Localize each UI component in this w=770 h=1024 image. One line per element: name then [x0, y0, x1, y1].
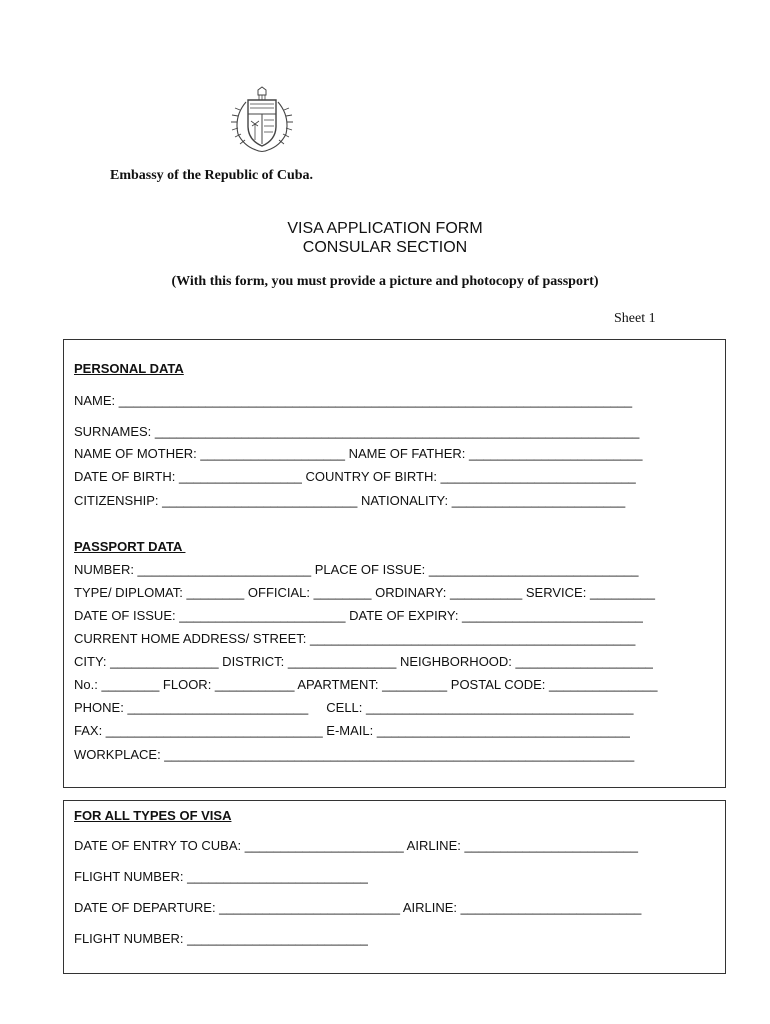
sheet-number: Sheet 1	[614, 311, 656, 326]
phone-field[interactable]: PHONE: _________________________ CELL: _____________________________________	[74, 700, 634, 715]
parents-field[interactable]: NAME OF MOTHER: ____________________ NAME OF FATHER: ________________________	[74, 446, 643, 461]
requirement-note: (With this form, you must provide a picture and photocopy of passport)	[171, 274, 599, 289]
departure-date-field[interactable]: DATE OF DEPARTURE: _________________________ AIRLINE: _________________________	[74, 900, 642, 915]
birth-field[interactable]: DATE OF BIRTH: _________________ COUNTRY OF BIRTH: ___________________________	[74, 469, 636, 484]
visa-heading: FOR ALL TYPES OF VISA	[74, 808, 232, 823]
departure-flight-number-field[interactable]: FLIGHT NUMBER: _________________________	[74, 931, 368, 946]
home-address-field[interactable]: CURRENT HOME ADDRESS/ STREET: _____________________________________________	[74, 631, 636, 646]
entry-date-field[interactable]: DATE OF ENTRY TO CUBA: ______________________ AIRLINE: ________________________	[74, 838, 638, 853]
citizenship-field[interactable]: CITIZENSHIP: ___________________________ NATIONALITY: ________________________	[74, 493, 626, 508]
workplace-field[interactable]: WORKPLACE: _________________________________________________________________	[74, 747, 635, 762]
flight-number-field[interactable]: FLIGHT NUMBER: _________________________	[74, 869, 368, 884]
visa-section	[63, 800, 726, 974]
passport-dates-field[interactable]: DATE OF ISSUE: _______________________ DATE OF EXPIRY: _________________________	[74, 608, 643, 623]
coat-of-arms-emblem	[226, 86, 298, 154]
apartment-field[interactable]: No.: ________ FLOOR: ___________ APARTMENT: _________ POSTAL CODE: _______________	[74, 677, 658, 692]
passport-data-heading: PASSPORT DATA	[74, 539, 186, 554]
surnames-field[interactable]: SURNAMES: ___________________________________________________________________	[74, 424, 640, 439]
passport-type-field[interactable]: TYPE/ DIPLOMAT: ________ OFFICIAL: ________ ORDINARY: __________ SERVICE: _________	[74, 585, 656, 600]
passport-number-field[interactable]: NUMBER: ________________________ PLACE OF ISSUE: _____________________________	[74, 562, 639, 577]
form-title: VISA APPLICATION FORM	[287, 220, 483, 237]
personal-passport-section	[63, 339, 726, 788]
city-field[interactable]: CITY: _______________ DISTRICT: _______________ NEIGHBORHOOD: ___________________	[74, 654, 653, 669]
name-field[interactable]: NAME: _______________________________________________________________________	[74, 393, 633, 408]
personal-data-heading: PERSONAL DATA	[74, 361, 184, 376]
embassy-name: Embassy of the Republic of Cuba.	[110, 168, 314, 183]
fax-email-field[interactable]: FAX: ______________________________ E-MAIL: ___________________________________	[74, 723, 630, 738]
form-subtitle: CONSULAR SECTION	[302, 239, 468, 256]
